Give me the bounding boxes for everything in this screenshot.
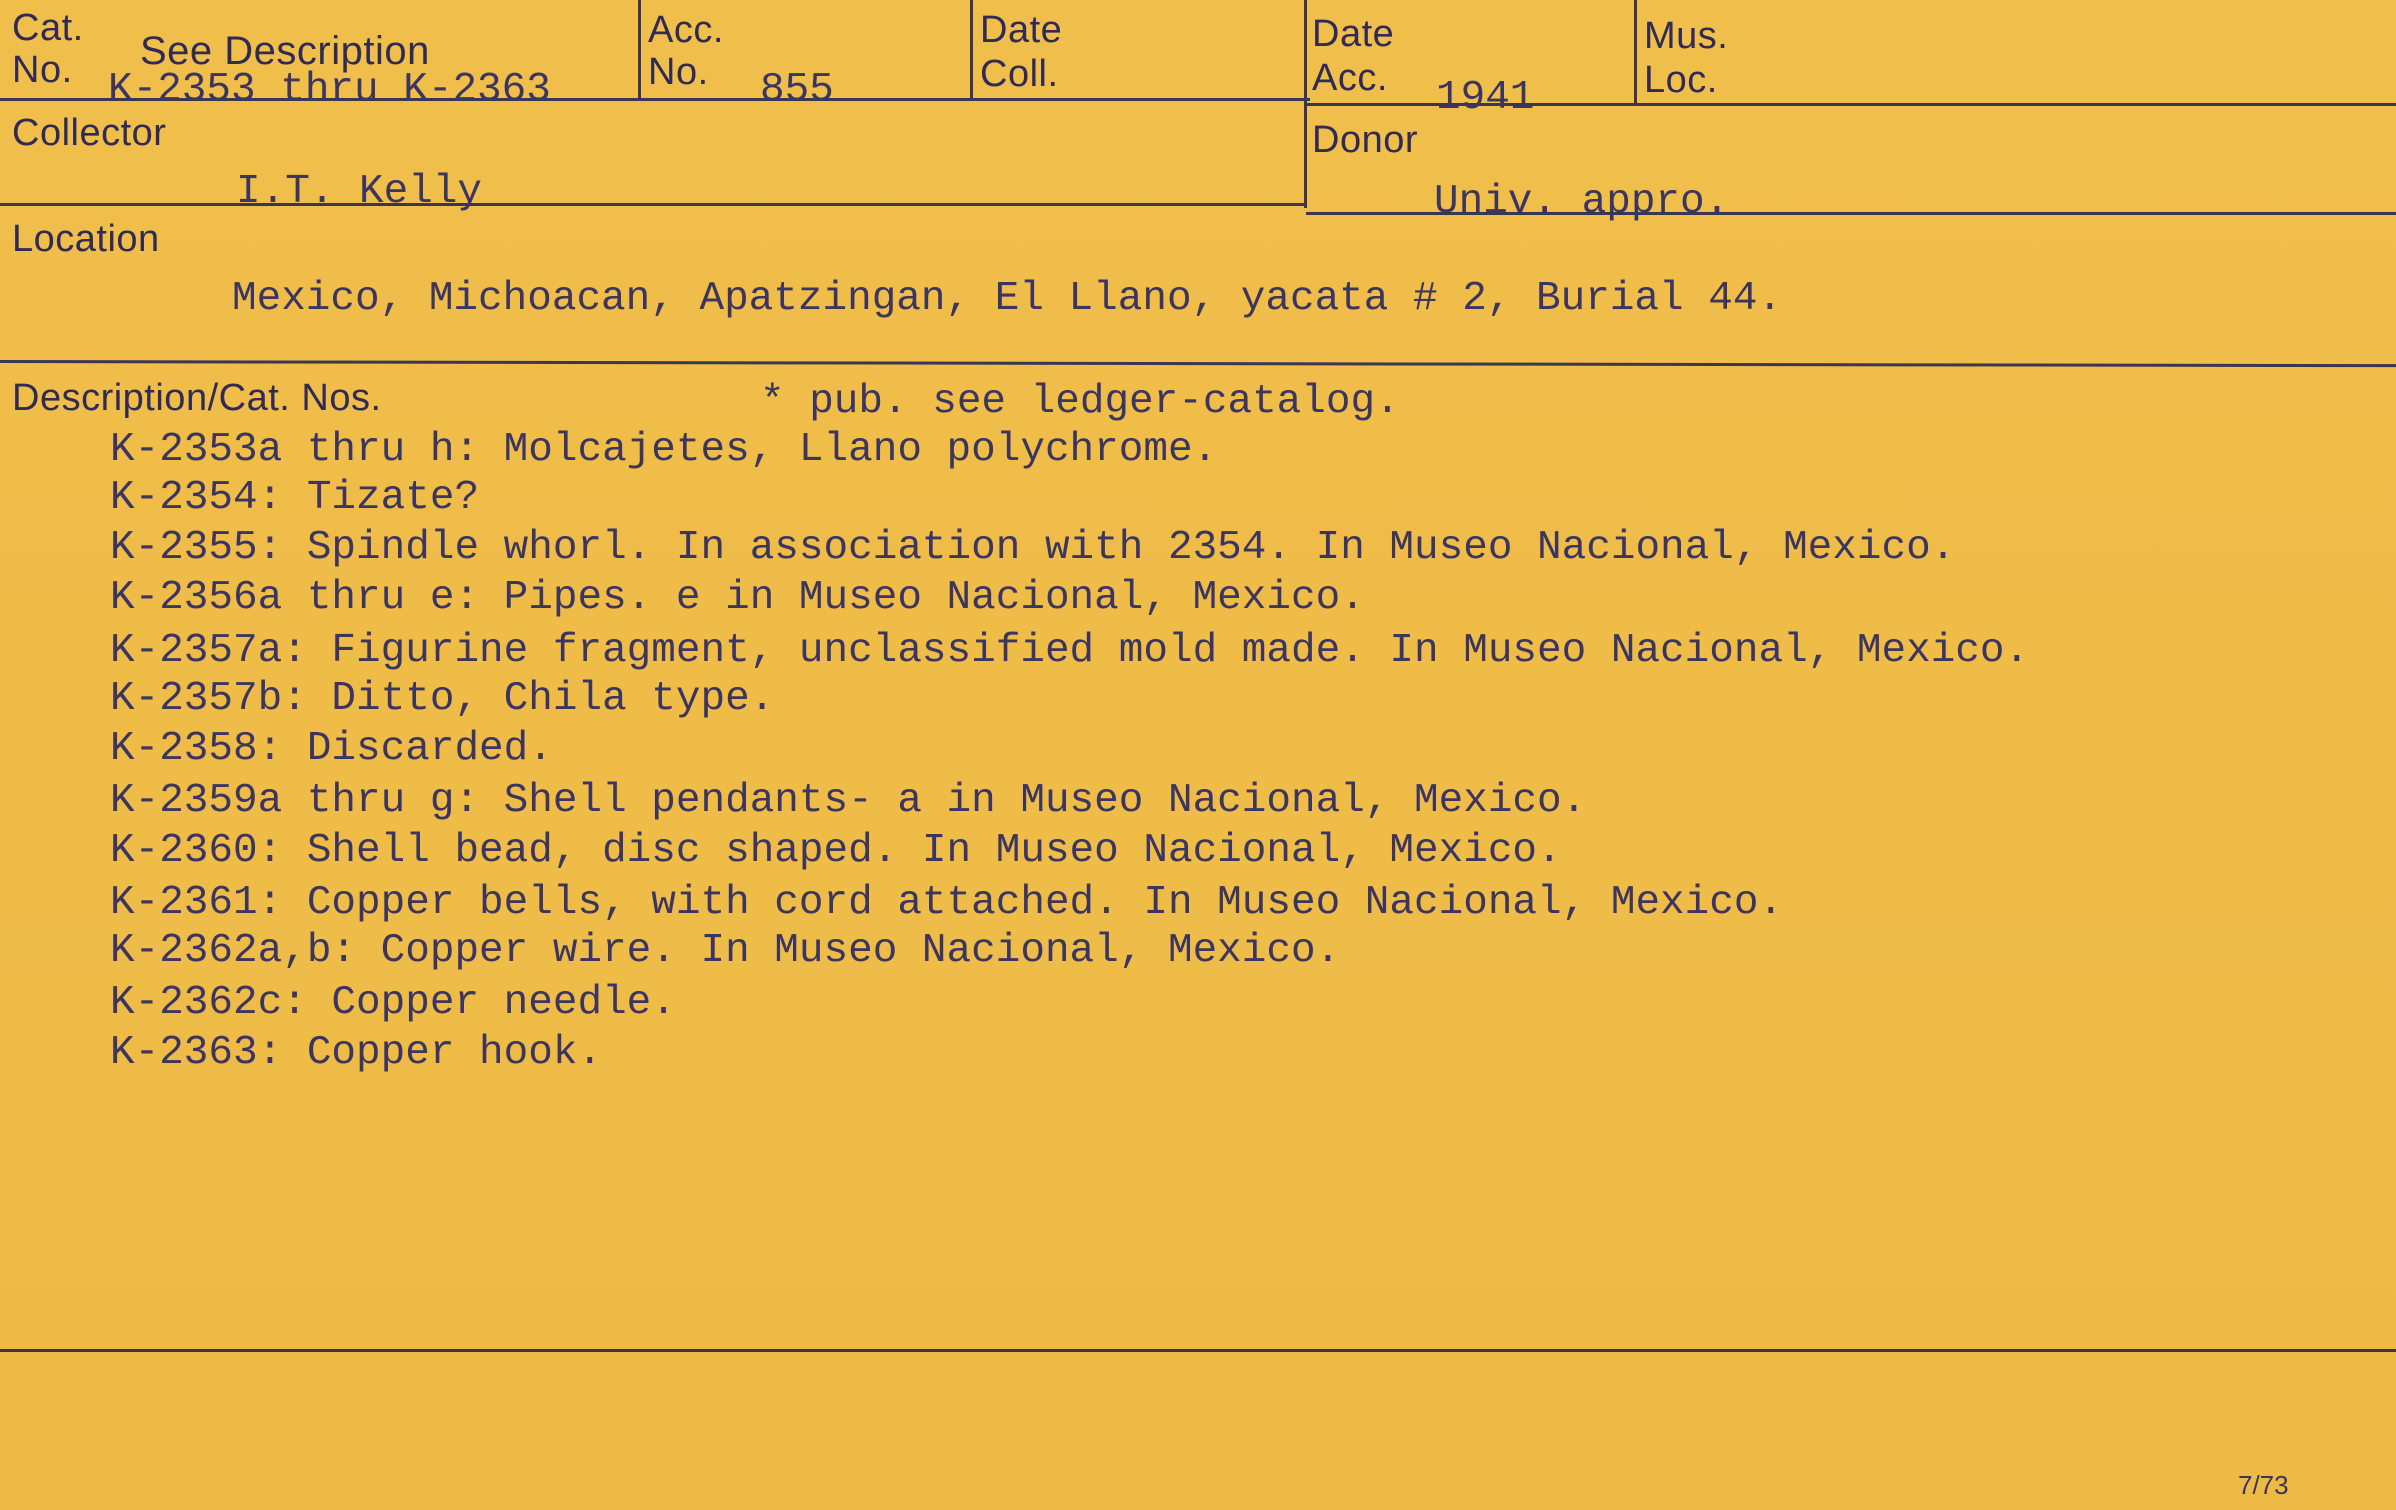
no-label: No. bbox=[12, 49, 73, 91]
rule-collector-bottom bbox=[0, 203, 1306, 206]
rule-description-bottom bbox=[0, 1349, 2396, 1352]
location-value: Mexico, Michoacan, Apatzingan, El Llano, yacata # 2, Burial 44. bbox=[232, 276, 1783, 322]
description-item: K-2358: Discarded. bbox=[110, 726, 553, 772]
divider-cat-acc bbox=[638, 0, 641, 100]
description-item: K-2363: Copper hook. bbox=[110, 1030, 603, 1076]
acc-label: Acc. bbox=[648, 9, 724, 51]
date-acc-value: 1941 bbox=[1436, 75, 1535, 121]
mus-label: Mus. bbox=[1644, 15, 1729, 57]
description-item: K-2353a thru h: Molcajetes, Llano polychrome. bbox=[110, 427, 1218, 473]
loc-label: Loc. bbox=[1644, 59, 1718, 101]
acc-no-value: 855 bbox=[760, 67, 834, 113]
donor-label: Donor bbox=[1312, 119, 1418, 161]
donor-value: Univ. appro. bbox=[1434, 179, 1730, 225]
pub-note: * pub. see ledger-catalog. bbox=[760, 379, 1400, 425]
description-item: K-2354: Tizate? bbox=[110, 475, 480, 521]
description-item: K-2362c: Copper needle. bbox=[110, 980, 676, 1026]
collector-label: Collector bbox=[12, 112, 167, 154]
cat-no-value: K-2353 thru K-2363 bbox=[108, 67, 551, 113]
footer-note: 7/73 bbox=[2238, 1470, 2289, 1500]
acc-date-label: Acc. bbox=[1312, 57, 1388, 99]
acc-no-label: No. bbox=[648, 51, 709, 93]
description-item: K-2355: Spindle whorl. In association with 2354. In Museo Nacional, Mexico. bbox=[110, 525, 1956, 571]
collector-value: I.T. Kelly bbox=[236, 169, 483, 215]
description-label: Description/Cat. Nos. bbox=[12, 377, 382, 419]
description-item: K-2357a: Figurine fragment, unclassified mold made. In Museo Nacional, Mexico. bbox=[110, 628, 2030, 674]
description-item: K-2356a thru e: Pipes. e in Museo Nacional, Mexico. bbox=[110, 575, 1365, 621]
description-item: K-2362a,b: Copper wire. In Museo Nacional, Mexico. bbox=[110, 928, 1341, 974]
date-acc-label: Date bbox=[1312, 13, 1395, 55]
date-coll-label: Date bbox=[980, 9, 1063, 51]
cat-no-note: See Description bbox=[140, 29, 430, 73]
description-item: K-2360: Shell bead, disc shaped. In Museo Nacional, Mexico. bbox=[110, 828, 1562, 874]
coll-label: Coll. bbox=[980, 53, 1059, 95]
divider-datecoll-dateacc bbox=[1304, 0, 1307, 208]
description-item: K-2359a thru g: Shell pendants- a in Museo Nacional, Mexico. bbox=[110, 778, 1587, 824]
description-item: K-2361: Copper bells, with cord attached. In Museo Nacional, Mexico. bbox=[110, 880, 1784, 926]
description-item: K-2357b: Ditto, Chila type. bbox=[110, 676, 775, 722]
divider-dateacc-mus bbox=[1634, 0, 1637, 104]
divider-acc-datecoll bbox=[970, 0, 973, 100]
rule-location-bottom bbox=[0, 360, 2396, 367]
cat-label: Cat. bbox=[12, 7, 84, 49]
location-label: Location bbox=[12, 218, 160, 260]
